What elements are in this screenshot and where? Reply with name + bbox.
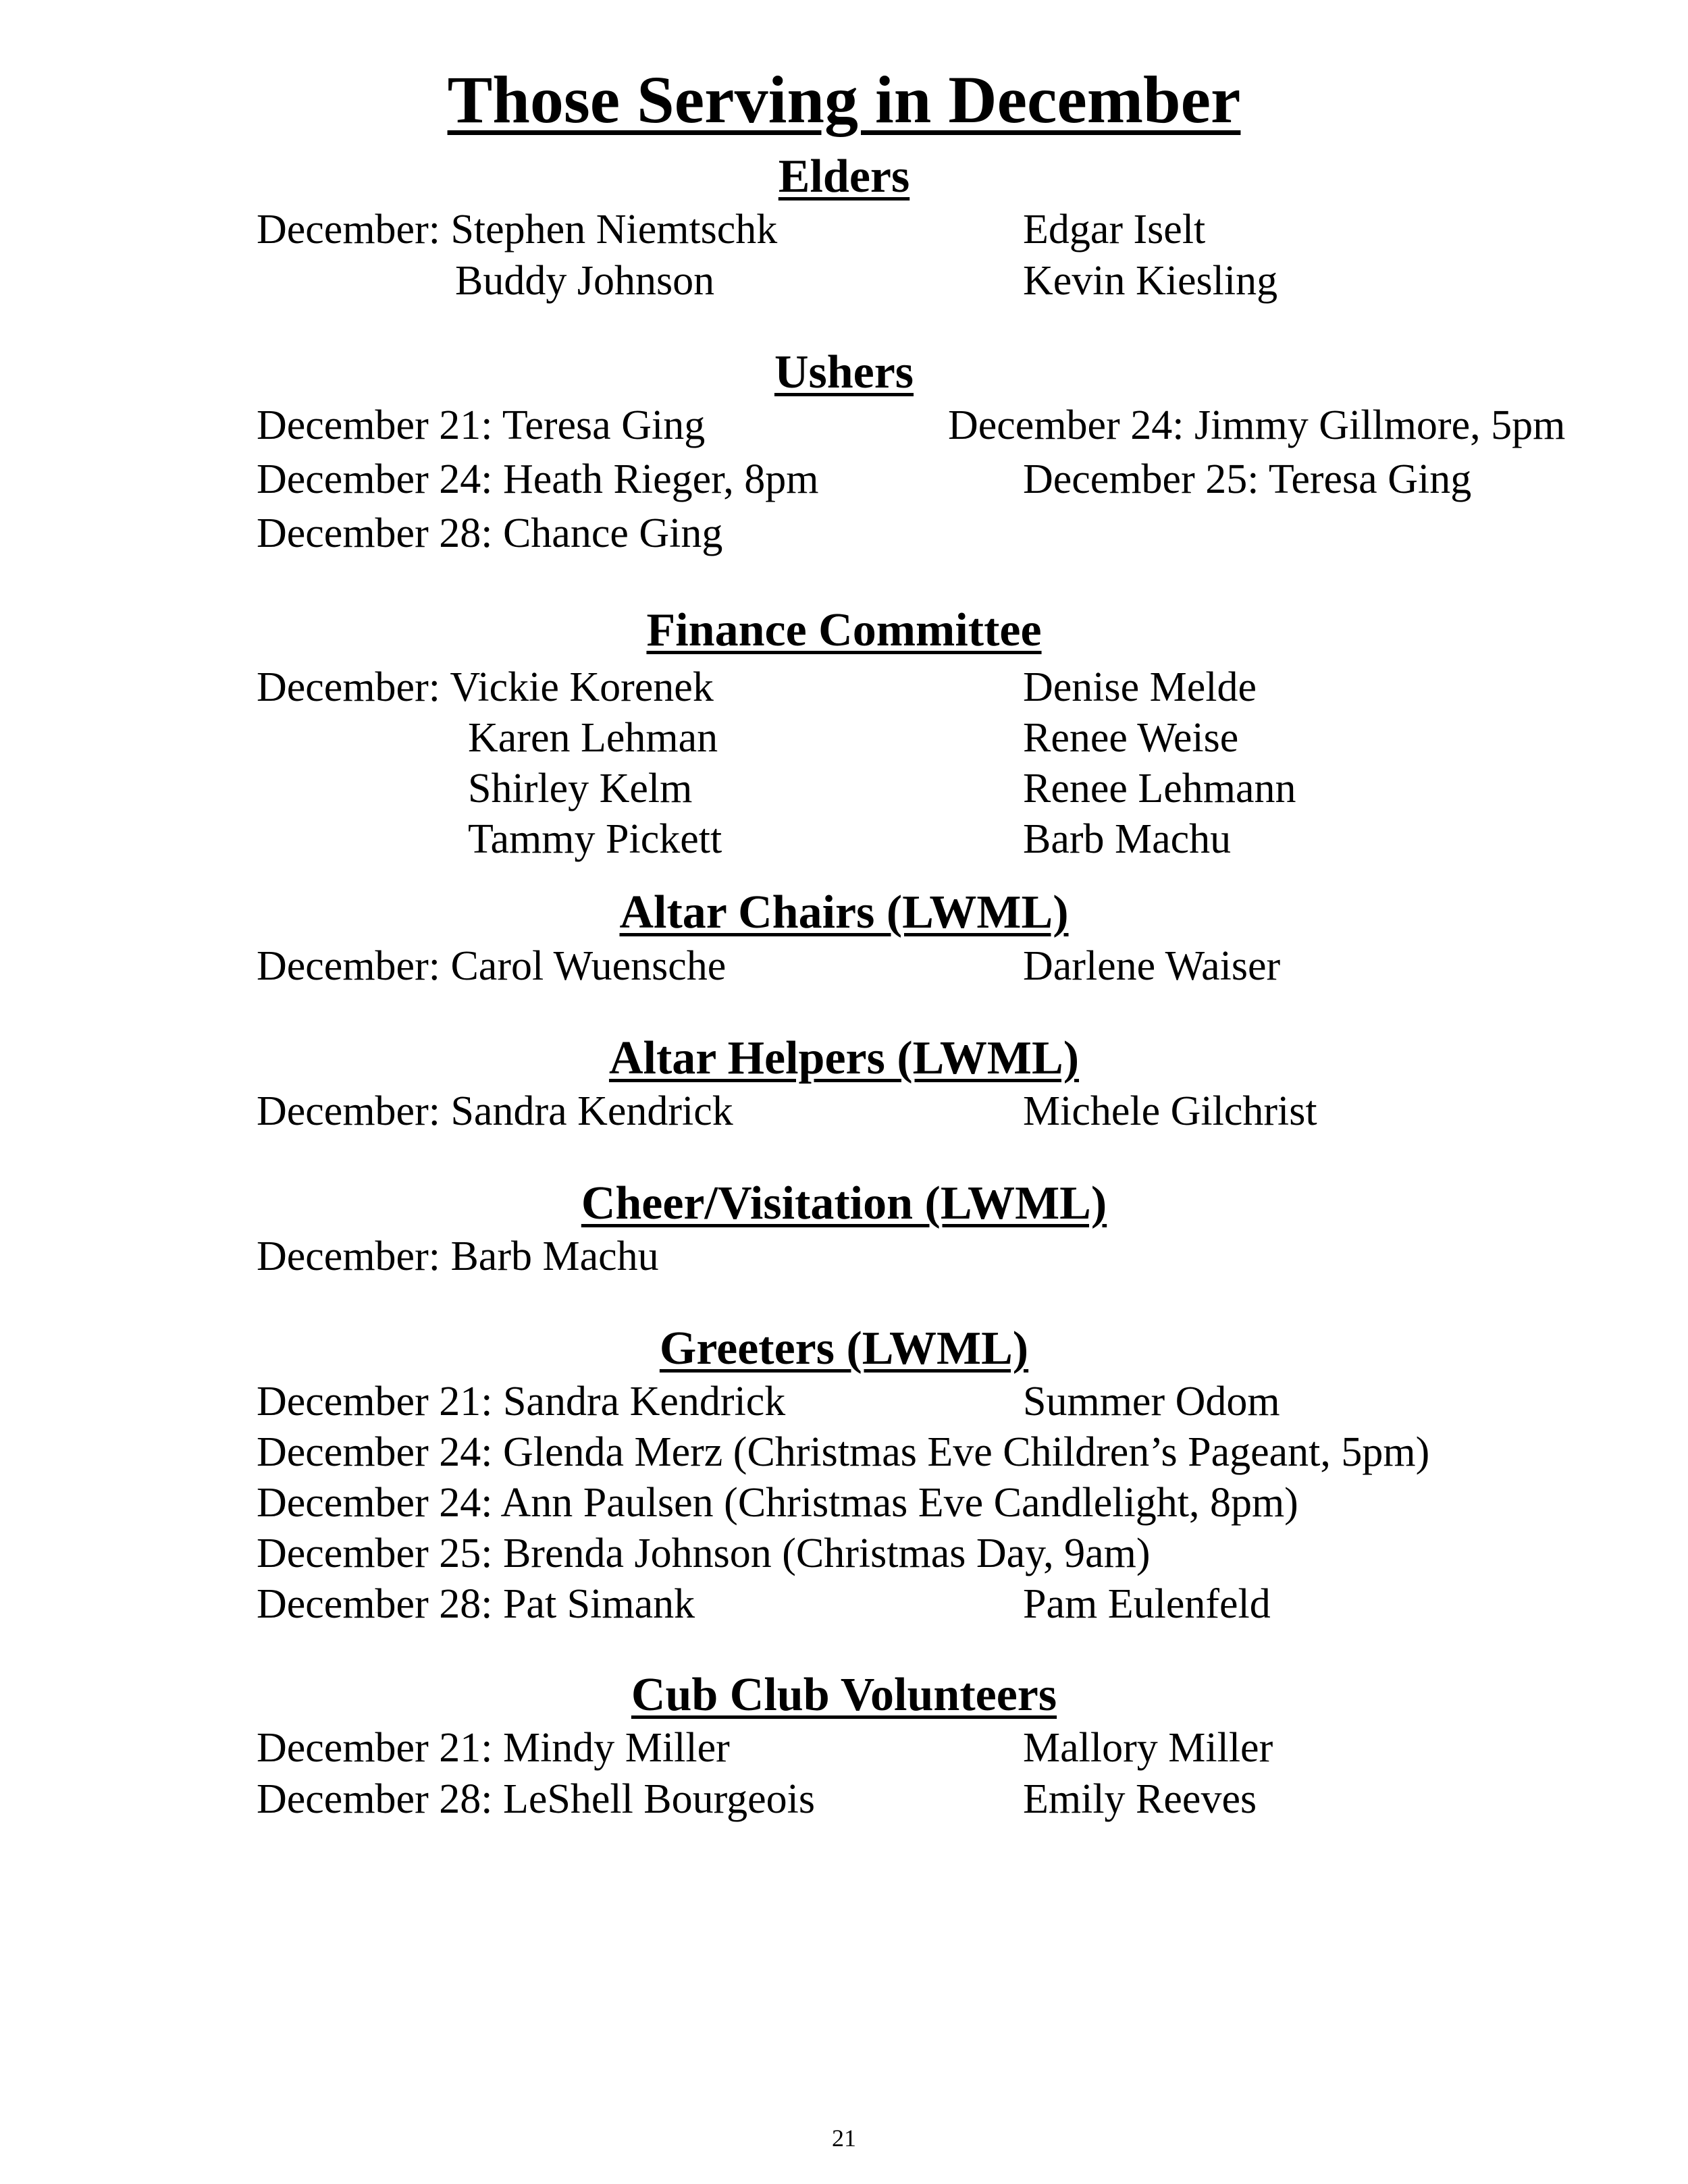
ushers-entry: December 21: Teresa Ging xyxy=(257,402,706,448)
ushers-entry: December 24: Heath Rieger, 8pm xyxy=(257,456,819,502)
cub-club-entry: Mallory Miller xyxy=(1023,1725,1273,1771)
finance-entry: Tammy Pickett xyxy=(468,816,722,862)
finance-entry: Shirley Kelm xyxy=(468,766,693,811)
elders-entry: Edgar Iselt xyxy=(1023,207,1206,252)
section-heading-ushers: Ushers xyxy=(774,346,914,398)
ushers-entry: December 25: Teresa Ging xyxy=(1023,456,1472,502)
finance-entry: Karen Lehman xyxy=(468,715,718,761)
finance-entry: Denise Melde xyxy=(1023,664,1257,710)
greeters-entry: December 24: Ann Paulsen (Christmas Eve Candlelight, 8pm) xyxy=(257,1480,1298,1526)
page-title: Those Serving in December xyxy=(447,62,1241,137)
greeters-entry: Pam Eulenfeld xyxy=(1023,1581,1271,1627)
altar-helpers-entry: December: Sandra Kendrick xyxy=(257,1088,733,1134)
greeters-entry: December 25: Brenda Johnson (Christmas Day, 9am) xyxy=(257,1530,1151,1576)
greeters-entry: Summer Odom xyxy=(1023,1379,1280,1424)
finance-entry: Renee Weise xyxy=(1023,715,1239,761)
section-heading-altar-chairs: Altar Chairs (LWML) xyxy=(619,886,1069,938)
greeters-entry: December 28: Pat Simank xyxy=(257,1581,695,1627)
greeters-entry: December 24: Glenda Merz (Christmas Eve Children’s Pageant, 5pm) xyxy=(257,1429,1430,1475)
cub-club-entry: Emily Reeves xyxy=(1023,1776,1257,1822)
page-number: 21 xyxy=(832,2125,856,2152)
altar-chairs-entry: December: Carol Wuensche xyxy=(257,943,727,989)
section-heading-elders: Elders xyxy=(778,151,910,203)
section-heading-altar-helpers: Altar Helpers (LWML) xyxy=(608,1032,1080,1084)
elders-entry: December: Stephen Niemtschk xyxy=(257,207,778,252)
greeters-entry: December 21: Sandra Kendrick xyxy=(257,1379,786,1424)
finance-entry: Barb Machu xyxy=(1023,816,1232,862)
cub-club-entry: December 28: LeShell Bourgeois xyxy=(257,1776,816,1822)
cheer-entry: December: Barb Machu xyxy=(257,1233,659,1279)
altar-helpers-entry: Michele Gilchrist xyxy=(1023,1088,1317,1134)
ushers-entry: December 24: Jimmy Gillmore, 5pm xyxy=(948,402,1566,448)
elders-entry: Kevin Kiesling xyxy=(1023,258,1278,304)
finance-entry: December: Vickie Korenek xyxy=(257,664,714,710)
section-heading-cheer-visitation: Cheer/Visitation (LWML) xyxy=(581,1177,1107,1229)
elders-entry: Buddy Johnson xyxy=(455,258,715,304)
section-heading-finance-committee: Finance Committee xyxy=(646,604,1042,656)
finance-entry: Renee Lehmann xyxy=(1023,766,1296,811)
ushers-entry: December 28: Chance Ging xyxy=(257,510,723,556)
section-heading-greeters: Greeters (LWML) xyxy=(659,1323,1029,1375)
section-heading-cub-club-volunteers: Cub Club Volunteers xyxy=(631,1669,1057,1721)
altar-chairs-entry: Darlene Waiser xyxy=(1023,943,1281,989)
cub-club-entry: December 21: Mindy Miller xyxy=(257,1725,730,1771)
